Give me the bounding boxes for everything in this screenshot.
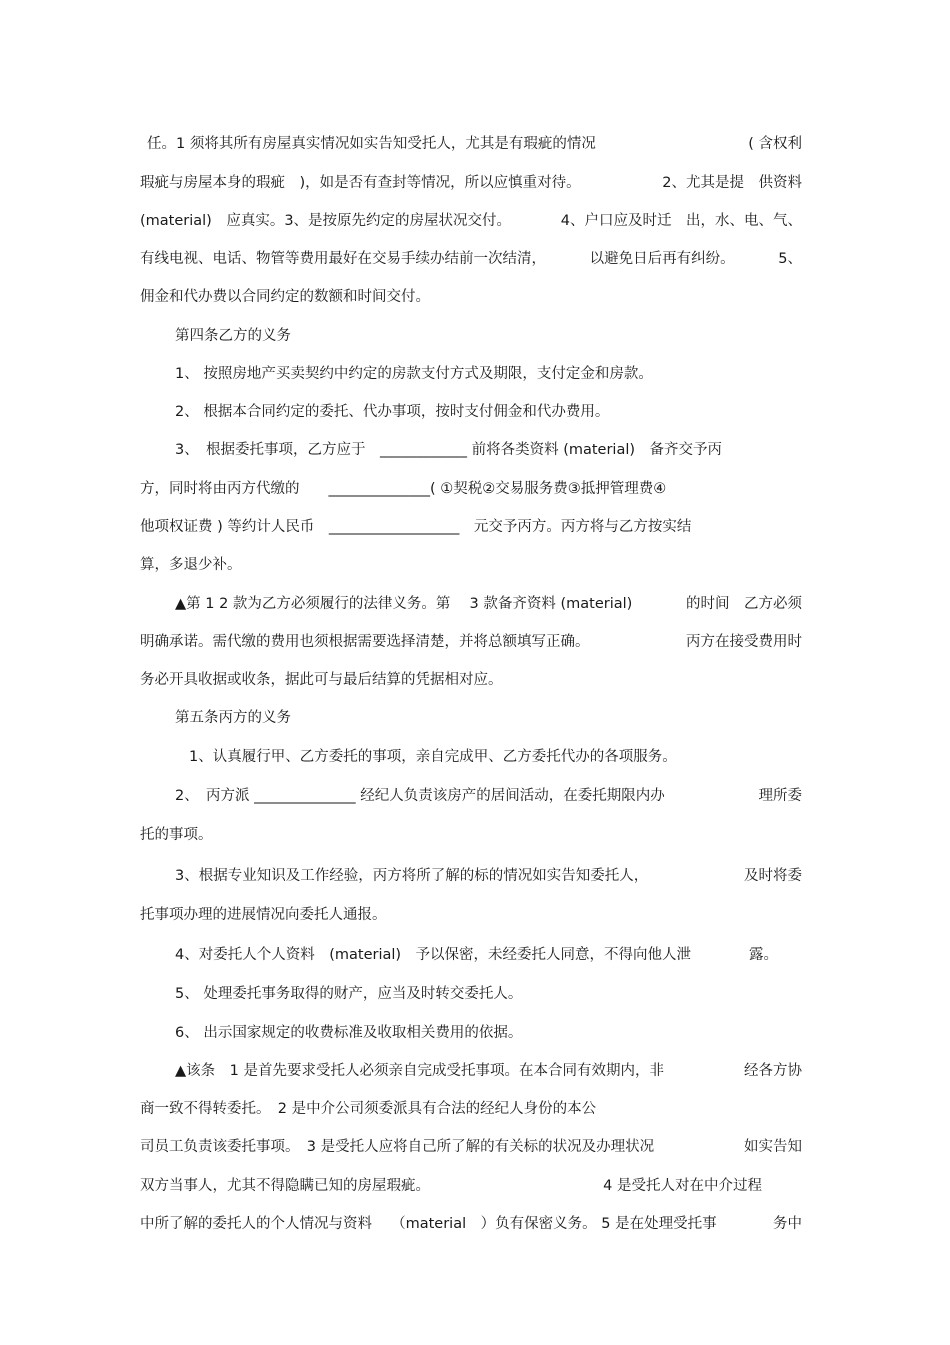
- text-line: [140, 555, 802, 575]
- text-segment: 第五条丙方的义务: [175, 710, 291, 726]
- text-line: [140, 287, 802, 307]
- text-segment: 5、 处理委托事务取得的财产，应当及时转交委托人。: [175, 986, 523, 1002]
- text-segment: 司员工负责该委托事项。 3 是受托人应将自己所了解的有关标的状况及办理状况: [140, 1139, 655, 1155]
- section-heading: [175, 708, 837, 728]
- text-line: [175, 594, 802, 614]
- text-segment: ▲第 1 2 款为乙方必须履行的法律义务。第 3 款备齐资料 (material): [175, 596, 633, 612]
- text-segment: 4 是受托人对在中介过程: [603, 1178, 762, 1194]
- text-line: [175, 1023, 837, 1043]
- text-line: [175, 1061, 802, 1081]
- text-line: [140, 670, 802, 690]
- text-segment: 方，同时将由丙方代缴的 ______________( ①契税②交易服务费③抵押管理费④: [140, 481, 667, 497]
- text-segment: 瑕疵与房屋本身的瑕疵 )，如是否有查封等情况，所以应慎重对待。: [140, 175, 581, 191]
- text-line: [175, 402, 837, 422]
- text-line: [189, 747, 851, 767]
- text-line: [175, 364, 837, 384]
- text-line: [175, 984, 837, 1004]
- text-segment: 务中: [773, 1216, 802, 1232]
- text-segment: 佣金和代办费以合同约定的数额和时间交付。: [140, 289, 430, 305]
- text-segment: 2、尤其是提 供资料: [662, 175, 802, 191]
- text-line: [175, 786, 802, 806]
- text-segment: 有线电视、电话、物管等费用最好在交易手续办结前一次结清，: [140, 251, 546, 267]
- text-segment: 托事项办理的进展情况向委托人通报。: [140, 907, 387, 923]
- text-segment: 如实告知: [744, 1139, 802, 1155]
- text-line: [140, 211, 802, 231]
- text-segment: 以避免日后再有纠纷。: [589, 251, 735, 267]
- text-segment: 他项权证费 ) 等约计人民币 __________________ 元交予丙方。丙方将与乙方按实结: [140, 519, 692, 535]
- text-segment: 任。1 须将其所有房屋真实情况如实告知受托人，尤其是有瑕疵的情况: [147, 136, 596, 152]
- text-line: [140, 173, 802, 193]
- text-segment: 3、根据专业知识及工作经验，丙方将所了解的标的情况如实告知委托人，: [175, 868, 649, 884]
- text-segment: 1、 按照房地产买卖契约中约定的房款支付方式及期限，支付定金和房款。: [175, 366, 653, 382]
- text-segment: 双方当事人，尤其不得隐瞒已知的房屋瑕疵。: [140, 1178, 430, 1194]
- text-segment: 托的事项。: [140, 827, 213, 843]
- text-segment: 中所了解的委托人的个人情况与资料 （material ）负有保密义务。 5 是在处理受托事: [140, 1216, 717, 1232]
- text-line: [140, 1099, 802, 1119]
- text-segment: 商一致不得转委托。 2 是中介公司须委派具有合法的经纪人身份的本公: [140, 1101, 597, 1117]
- text-segment: ▲该条 1 是首先要求受托人必须亲自完成受托事项。在本合同有效期内，非: [175, 1063, 664, 1079]
- text-segment: 及时将委: [744, 868, 802, 884]
- text-segment: 理所委: [758, 788, 802, 804]
- text-line: [140, 1137, 802, 1157]
- text-segment: 丙方在接受费用时: [686, 634, 802, 650]
- text-segment: 4、户口应及时迁 出，水、电、气、: [560, 213, 802, 229]
- text-line: [140, 479, 802, 499]
- text-line: [140, 1214, 802, 1234]
- text-segment: ( 含权利: [748, 136, 802, 152]
- text-line: [175, 945, 778, 965]
- text-segment: 的时间 乙方必须: [686, 596, 802, 612]
- text-segment: 5、: [778, 251, 802, 267]
- text-segment: 4、对委托人个人资料 (material) 予以保密，未经委托人同意，不得向他人泄: [175, 947, 692, 963]
- text-segment: 6、 出示国家规定的收费标准及收取相关费用的依据。: [175, 1025, 523, 1041]
- text-segment: 第四条乙方的义务: [175, 328, 291, 344]
- text-segment: 3、 根据委托事项，乙方应于 ____________ 前将各类资料 (material) 备齐交予丙: [175, 442, 723, 458]
- text-line: [175, 440, 837, 460]
- text-segment: 算，多退少补。: [140, 557, 242, 573]
- text-segment: 1、认真履行甲、乙方委托的事项，亲自完成甲、乙方委托代办的各项服务。: [189, 749, 677, 765]
- section-heading: [175, 326, 837, 346]
- text-segment: 经各方协: [744, 1063, 802, 1079]
- text-line: [140, 249, 802, 269]
- text-line: [175, 866, 802, 886]
- text-segment: 2、 丙方派 ______________ 经纪人负责该房产的居间活动，在委托期限内办: [175, 788, 665, 804]
- text-line: [147, 134, 802, 154]
- text-segment: 露。: [749, 947, 778, 963]
- text-line: [140, 632, 802, 652]
- text-segment: (material) 应真实。3、是按原先约定的房屋状况交付。: [140, 213, 512, 229]
- text-line: [140, 905, 802, 925]
- text-line: [140, 1176, 762, 1196]
- text-segment: 明确承诺。需代缴的费用也须根据需要选择清楚，并将总额填写正确。: [140, 634, 590, 650]
- text-line: [140, 825, 802, 845]
- text-line: [140, 517, 802, 537]
- text-segment: 务必开具收据或收条，据此可与最后结算的凭据相对应。: [140, 672, 503, 688]
- text-segment: 2、 根据本合同约定的委托、代办事项，按时支付佣金和代办费用。: [175, 404, 610, 420]
